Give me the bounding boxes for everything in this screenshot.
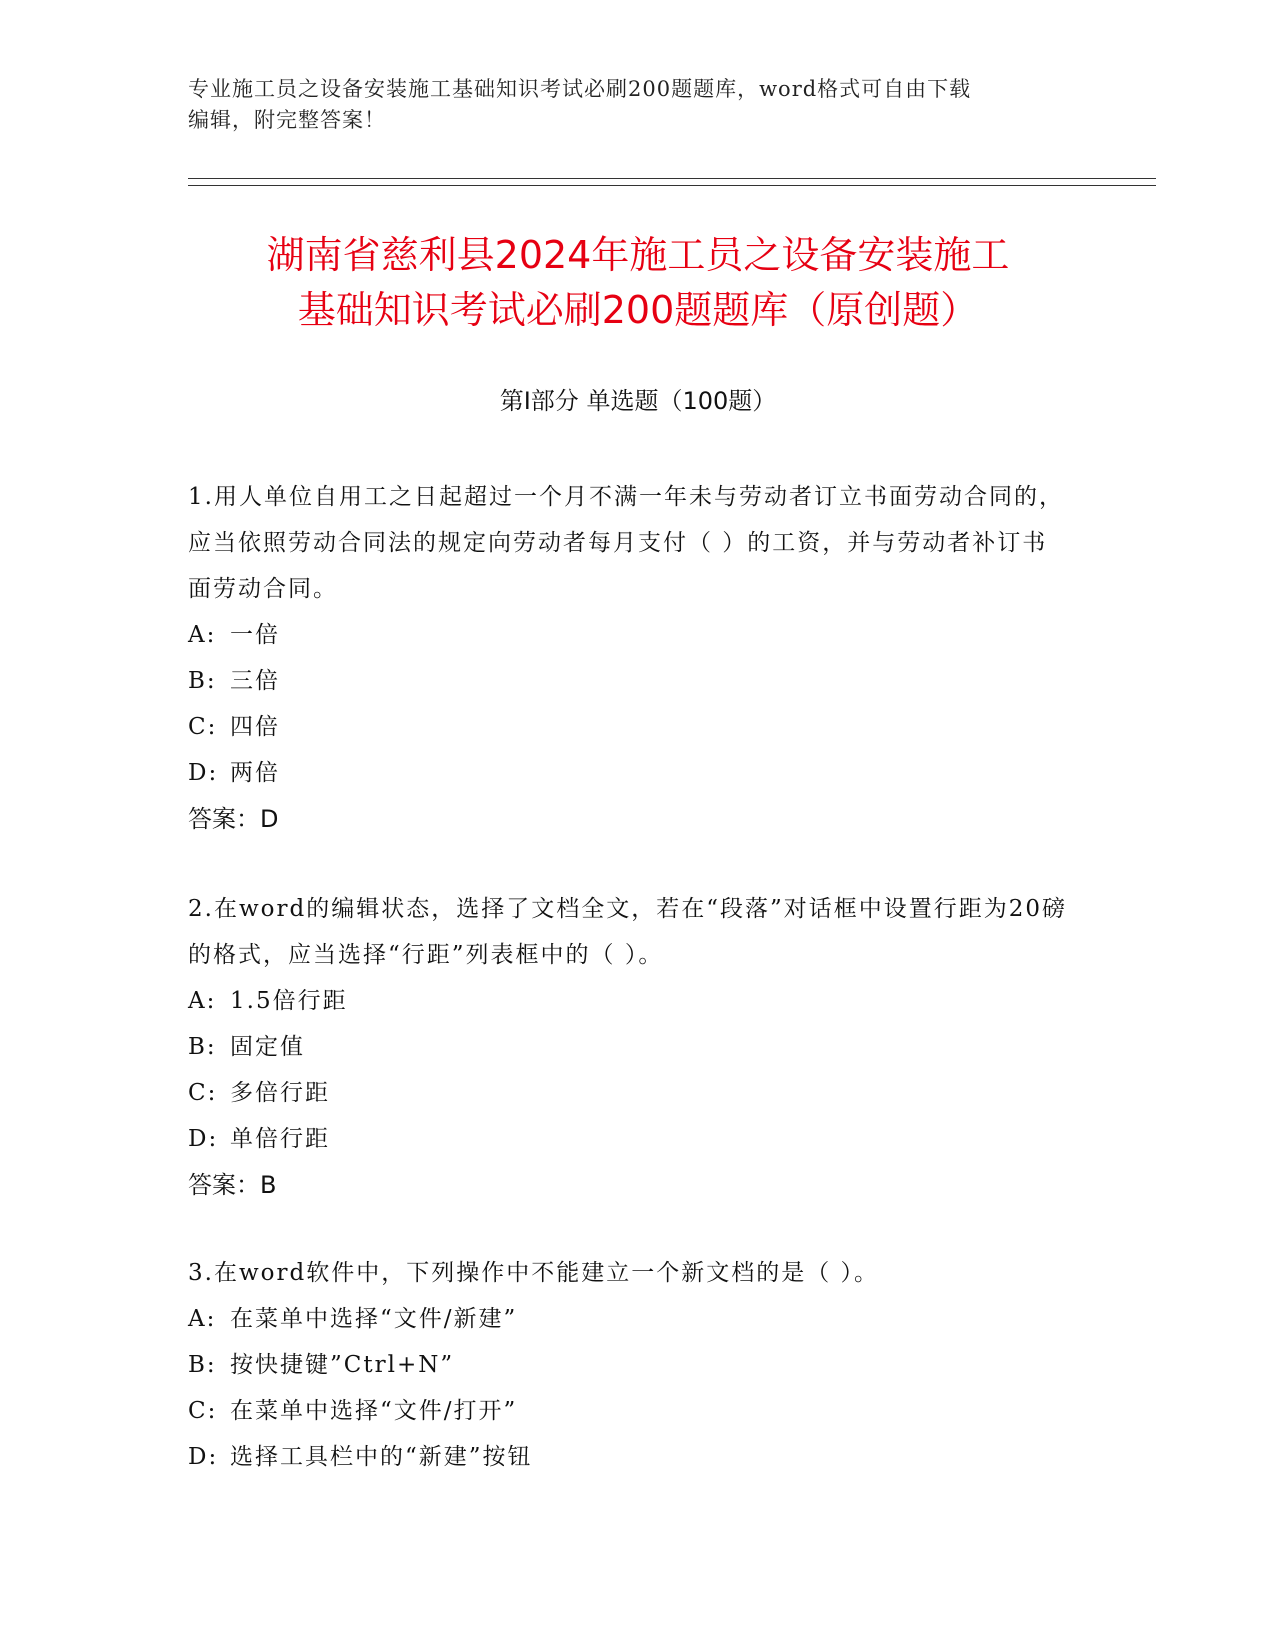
option-a — [188, 978, 1068, 1024]
option-letter: D: — [188, 760, 219, 786]
document-title-line-2: 基础知识考试必刷200题题库（原创题） — [297, 288, 979, 332]
document-title — [188, 228, 1088, 338]
option-letter: A: — [188, 1306, 217, 1332]
option-text: 1.5倍行距 — [230, 988, 348, 1014]
option-text: 选择工具栏中的“新建”按钮 — [230, 1444, 533, 1470]
option-letter: A: — [188, 988, 217, 1014]
section-title: 第Ⅰ部分 单选题（100题） — [499, 387, 777, 415]
header-double-rule — [188, 178, 1156, 186]
option-text: 三倍 — [230, 668, 280, 694]
option-d — [188, 1116, 1068, 1162]
answer: 答案：D — [188, 805, 279, 833]
option-letter: B: — [188, 1034, 217, 1060]
option-c — [188, 1388, 1068, 1434]
option-letter: C: — [188, 714, 218, 740]
question-stem: 2.在word的编辑状态，选择了文档全文，若在“段落”对话框中设置行距为20磅的格式，应当选择“行距”列表框中的（ ）。 — [188, 896, 1067, 968]
option-list — [188, 978, 1068, 1162]
option-text: 一倍 — [230, 622, 280, 648]
option-d — [188, 1434, 1068, 1480]
option-b — [188, 1024, 1068, 1070]
header-note-line-2: 编辑，附完整答案！ — [188, 108, 386, 132]
option-text: 在菜单中选择“文件/打开” — [230, 1398, 518, 1424]
option-d — [188, 750, 1068, 796]
answer: 答案：B — [188, 1171, 277, 1199]
header-note-line-1: 专业施工员之设备安装施工基础知识考试必刷200题题库，word格式可自由下载 — [188, 77, 972, 101]
question-2 — [188, 886, 1068, 1208]
option-letter: C: — [188, 1398, 218, 1424]
option-letter: C: — [188, 1080, 218, 1106]
option-letter: D: — [188, 1444, 219, 1470]
option-text: 四倍 — [230, 714, 280, 740]
option-c — [188, 1070, 1068, 1116]
option-list — [188, 612, 1068, 796]
option-c — [188, 704, 1068, 750]
question-stem: 1.用人单位自用工之日起超过一个月不满一年未与劳动者订立书面劳动合同的，应当依照劳动合同法的规定向劳动者每月支付（ ）的工资，并与劳动者补订书面劳动合同。 — [188, 484, 1064, 602]
option-letter: B: — [188, 1352, 217, 1378]
question-3 — [188, 1250, 1068, 1480]
option-text: 按快捷键”Ctrl+N” — [230, 1352, 455, 1378]
header-note — [188, 74, 1088, 136]
question-stem: 3.在word软件中，下列操作中不能建立一个新文档的是（ ）。 — [188, 1260, 880, 1286]
option-list — [188, 1296, 1068, 1480]
option-text: 固定值 — [230, 1034, 305, 1060]
option-b — [188, 1342, 1068, 1388]
document-title-line-1: 湖南省慈利县2024年施工员之设备安装施工 — [266, 233, 1010, 277]
option-b — [188, 658, 1068, 704]
option-a — [188, 1296, 1068, 1342]
option-letter: A: — [188, 622, 217, 648]
option-letter: B: — [188, 668, 217, 694]
option-letter: D: — [188, 1126, 219, 1152]
option-a — [188, 612, 1068, 658]
option-text: 多倍行距 — [230, 1080, 330, 1106]
option-text: 单倍行距 — [230, 1126, 330, 1152]
option-text: 两倍 — [230, 760, 280, 786]
option-text: 在菜单中选择“文件/新建” — [230, 1306, 518, 1332]
question-1 — [188, 474, 1068, 842]
